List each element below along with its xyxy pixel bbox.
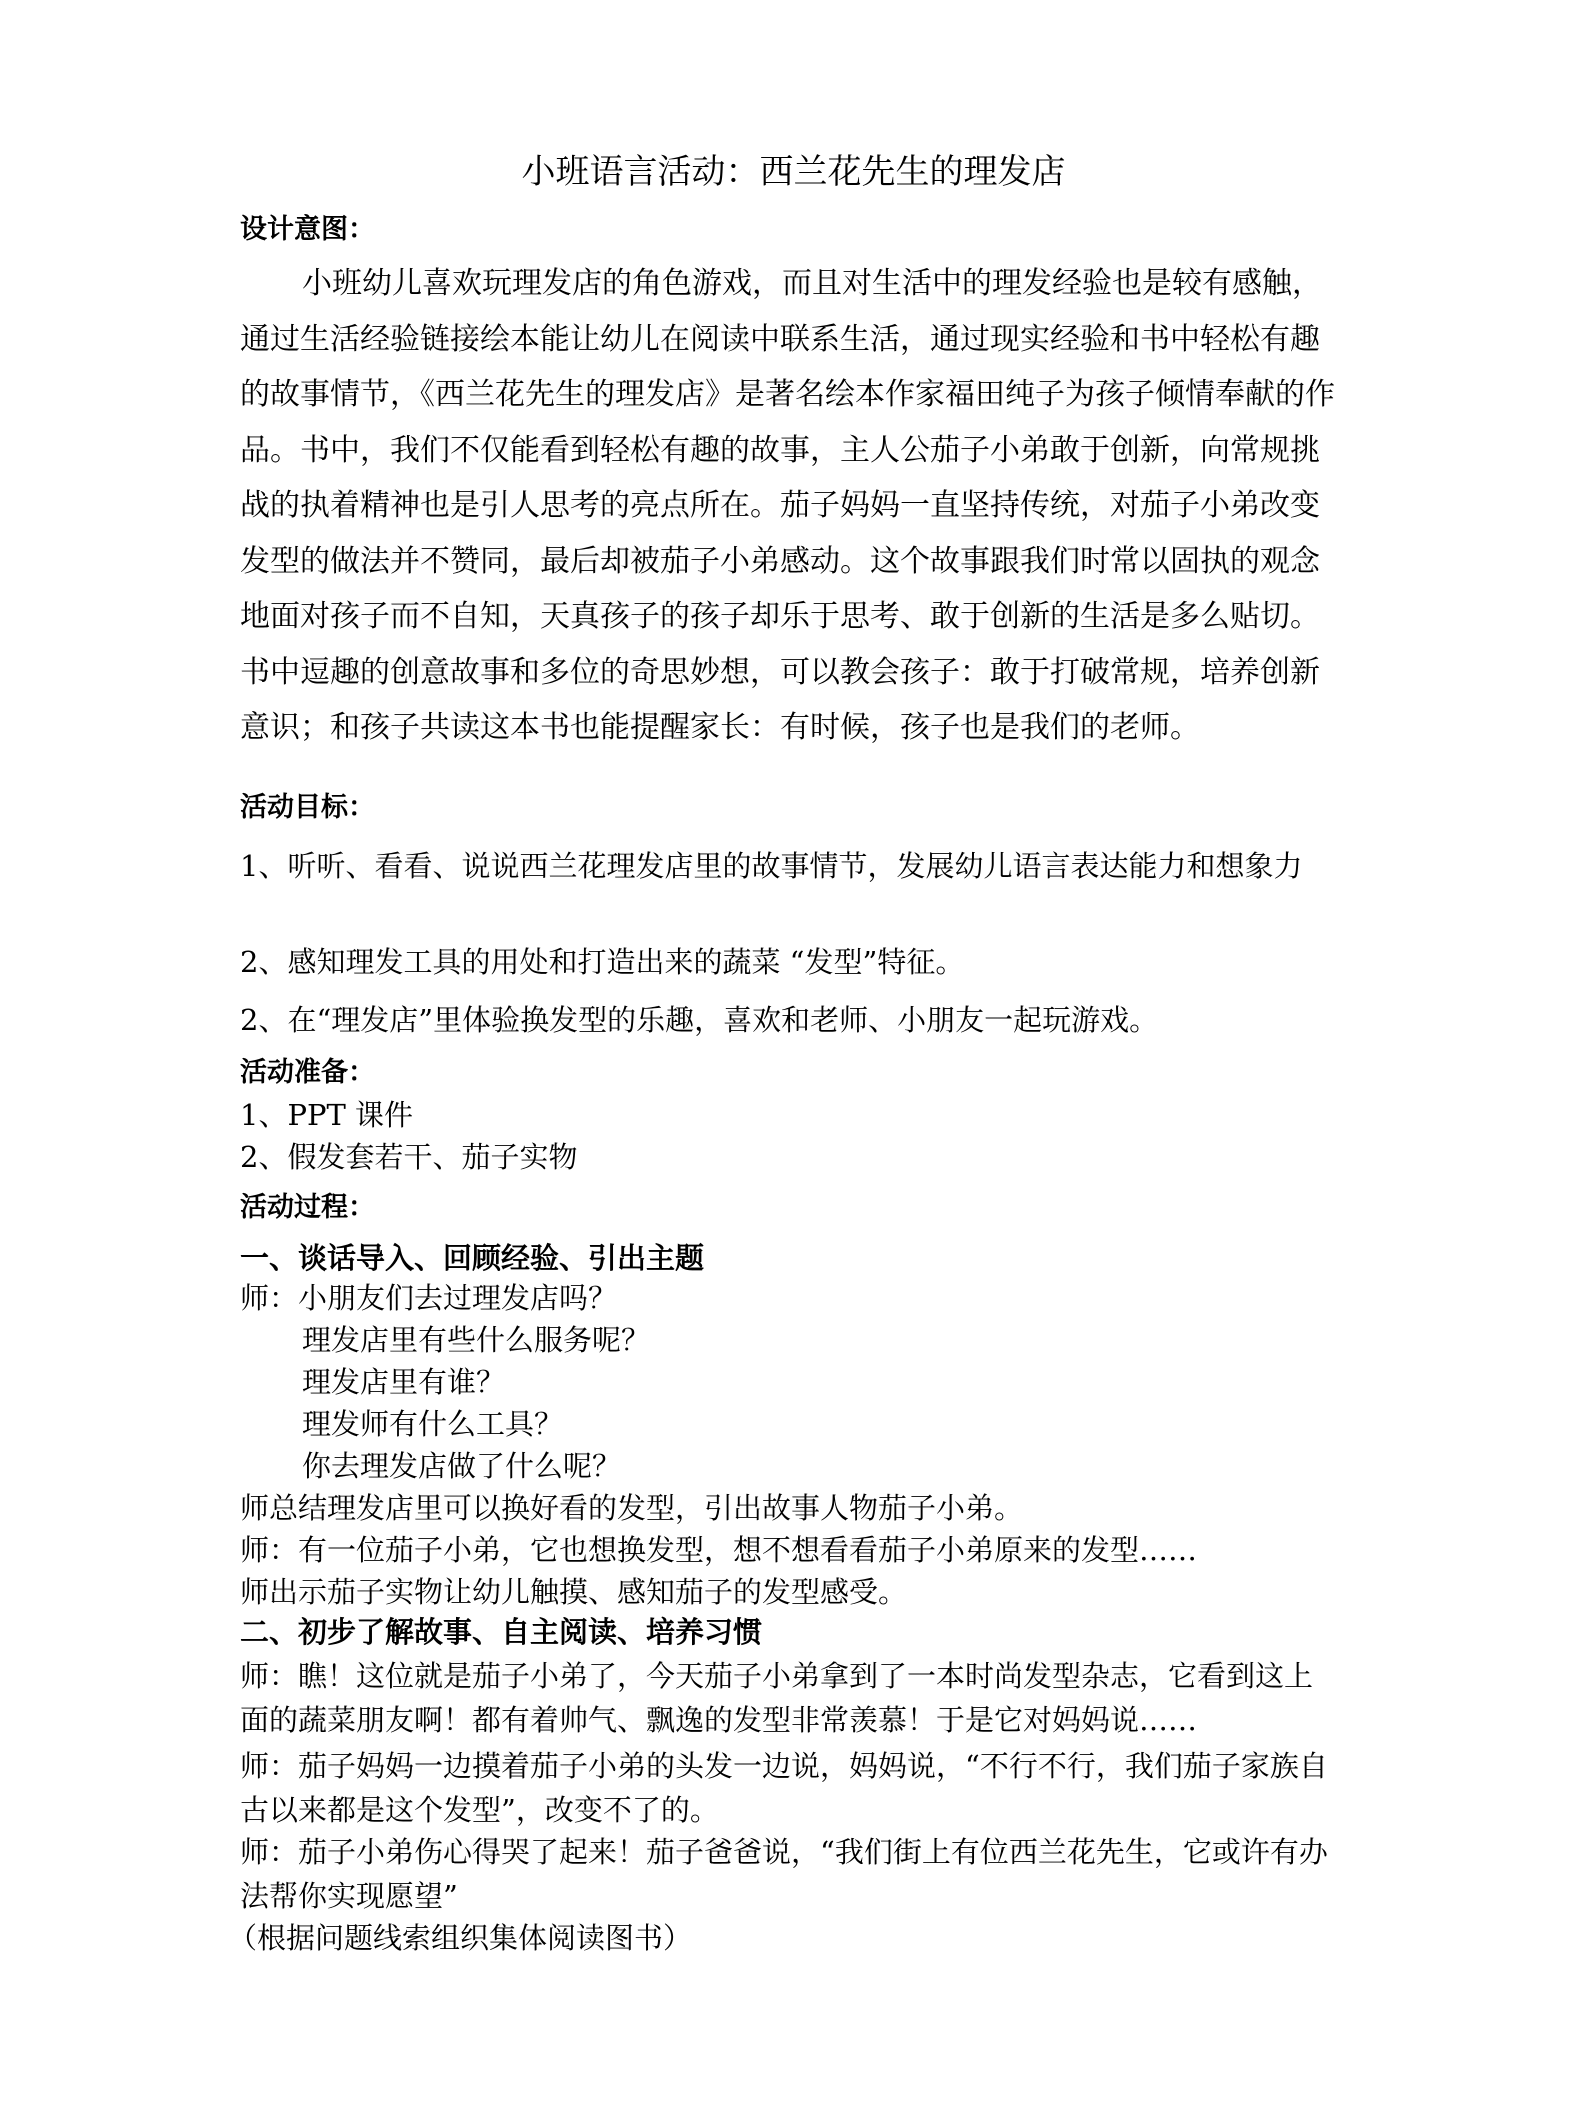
process-heading: 活动过程： — [240, 1192, 375, 1223]
dialogue-line: 师总结理发店里可以换好看的发型，引出故事人物茄子小弟。 — [240, 1491, 1024, 1525]
dialogue-line: 理发店里有些什么服务呢？ — [302, 1323, 651, 1357]
dialogue-line: 你去理发店做了什么呢？ — [302, 1449, 622, 1483]
dialogue-line: 师：有一位茄子小弟，它也想换发型，想不想看看茄子小弟原来的发型…… — [240, 1533, 1198, 1567]
dialogue-paragraph: 师：茄子妈妈一边摸着茄子小弟的头发一边说，妈妈说，“不行不行，我们茄子家族自古以来都是这个发型”，改变不了的。 — [240, 1749, 1328, 1827]
dialogue-line: 理发店里有谁？ — [302, 1365, 506, 1399]
goal-item: 1、听听、看看、说说西兰花理发店里的故事情节，发展幼儿语言表达能力和想象力 — [240, 849, 1303, 883]
goal-item: 2、感知理发工具的用处和打造出来的蔬菜 “发型”特征。 — [240, 945, 965, 979]
dialogue-line: 理发师有什么工具？ — [302, 1407, 564, 1441]
section-heading: 二、初步了解故事、自主阅读、培养习惯 — [240, 1615, 763, 1649]
prep-item: 2、假发套若干、茄子实物 — [240, 1140, 578, 1174]
goals-heading: 活动目标： — [240, 792, 375, 823]
goal-item: 2、在“理发店”里体验换发型的乐趣，喜欢和老师、小朋友一起玩游戏。 — [240, 1003, 1159, 1037]
reading-note: （根据问题线索组织集体阅读图书） — [228, 1921, 693, 1955]
design-text: 小班幼儿喜欢玩理发店的角色游戏，而且对生活中的理发经验也是较有感触，通过生活经验链接绘本能让幼儿在阅读中联系生活，通过现实经验和书中轻松有趣的故事情节，《西兰花先生的理发店》是著名绘本作家福田纯子为孩子倾情奉献的作品。书中，我们不仅能看到轻松有趣的故事，主人公茄子小弟敢于创新，向常规挑战的执着精神也是引人思考的亮点所在。茄子妈妈一直坚持传统，对茄子小弟改变发型的做法并不赞同，最后却被茄子小弟感动。这个故事跟我们时常以固执的观念地面对孩子而不自知，天真孩子的孩子却乐于思考、敢于创新的生活是多么贴切。书中逗趣的创意故事和多位的奇思妙想，可以教会孩子：敢于打破常规，培养创新意识；和孩子共读这本书也能提醒家长：有时候，孩子也是我们的老师。 — [240, 266, 1335, 745]
prep-heading: 活动准备： — [240, 1057, 375, 1088]
dialogue-line: 师出示茄子实物让幼儿触摸、感知茄子的发型感受。 — [240, 1575, 908, 1609]
dialogue-paragraph: 师：瞧！这位就是茄子小弟了，今天茄子小弟拿到了一本时尚发型杂志，它看到这上面的蔬菜朋友啊！都有着帅气、飘逸的发型非常羡慕！于是它对妈妈说…… — [240, 1659, 1314, 1737]
design-paragraph — [240, 256, 1340, 756]
dialogue-line: 师：小朋友们去过理发店吗？ — [240, 1281, 618, 1315]
prep-item: 1、PPT 课件 — [240, 1098, 414, 1132]
dialogue-paragraph: 师：茄子小弟伤心得哭了起来！茄子爸爸说，“我们街上有位西兰花先生，它或许有办法帮你实现愿望” — [240, 1835, 1328, 1913]
page-title: 小班语言活动：西兰花先生的理发店 — [521, 152, 1066, 192]
section-heading: 一、谈话导入、回顾经验、引出主题 — [240, 1241, 705, 1275]
design-heading: 设计意图： — [240, 214, 375, 245]
